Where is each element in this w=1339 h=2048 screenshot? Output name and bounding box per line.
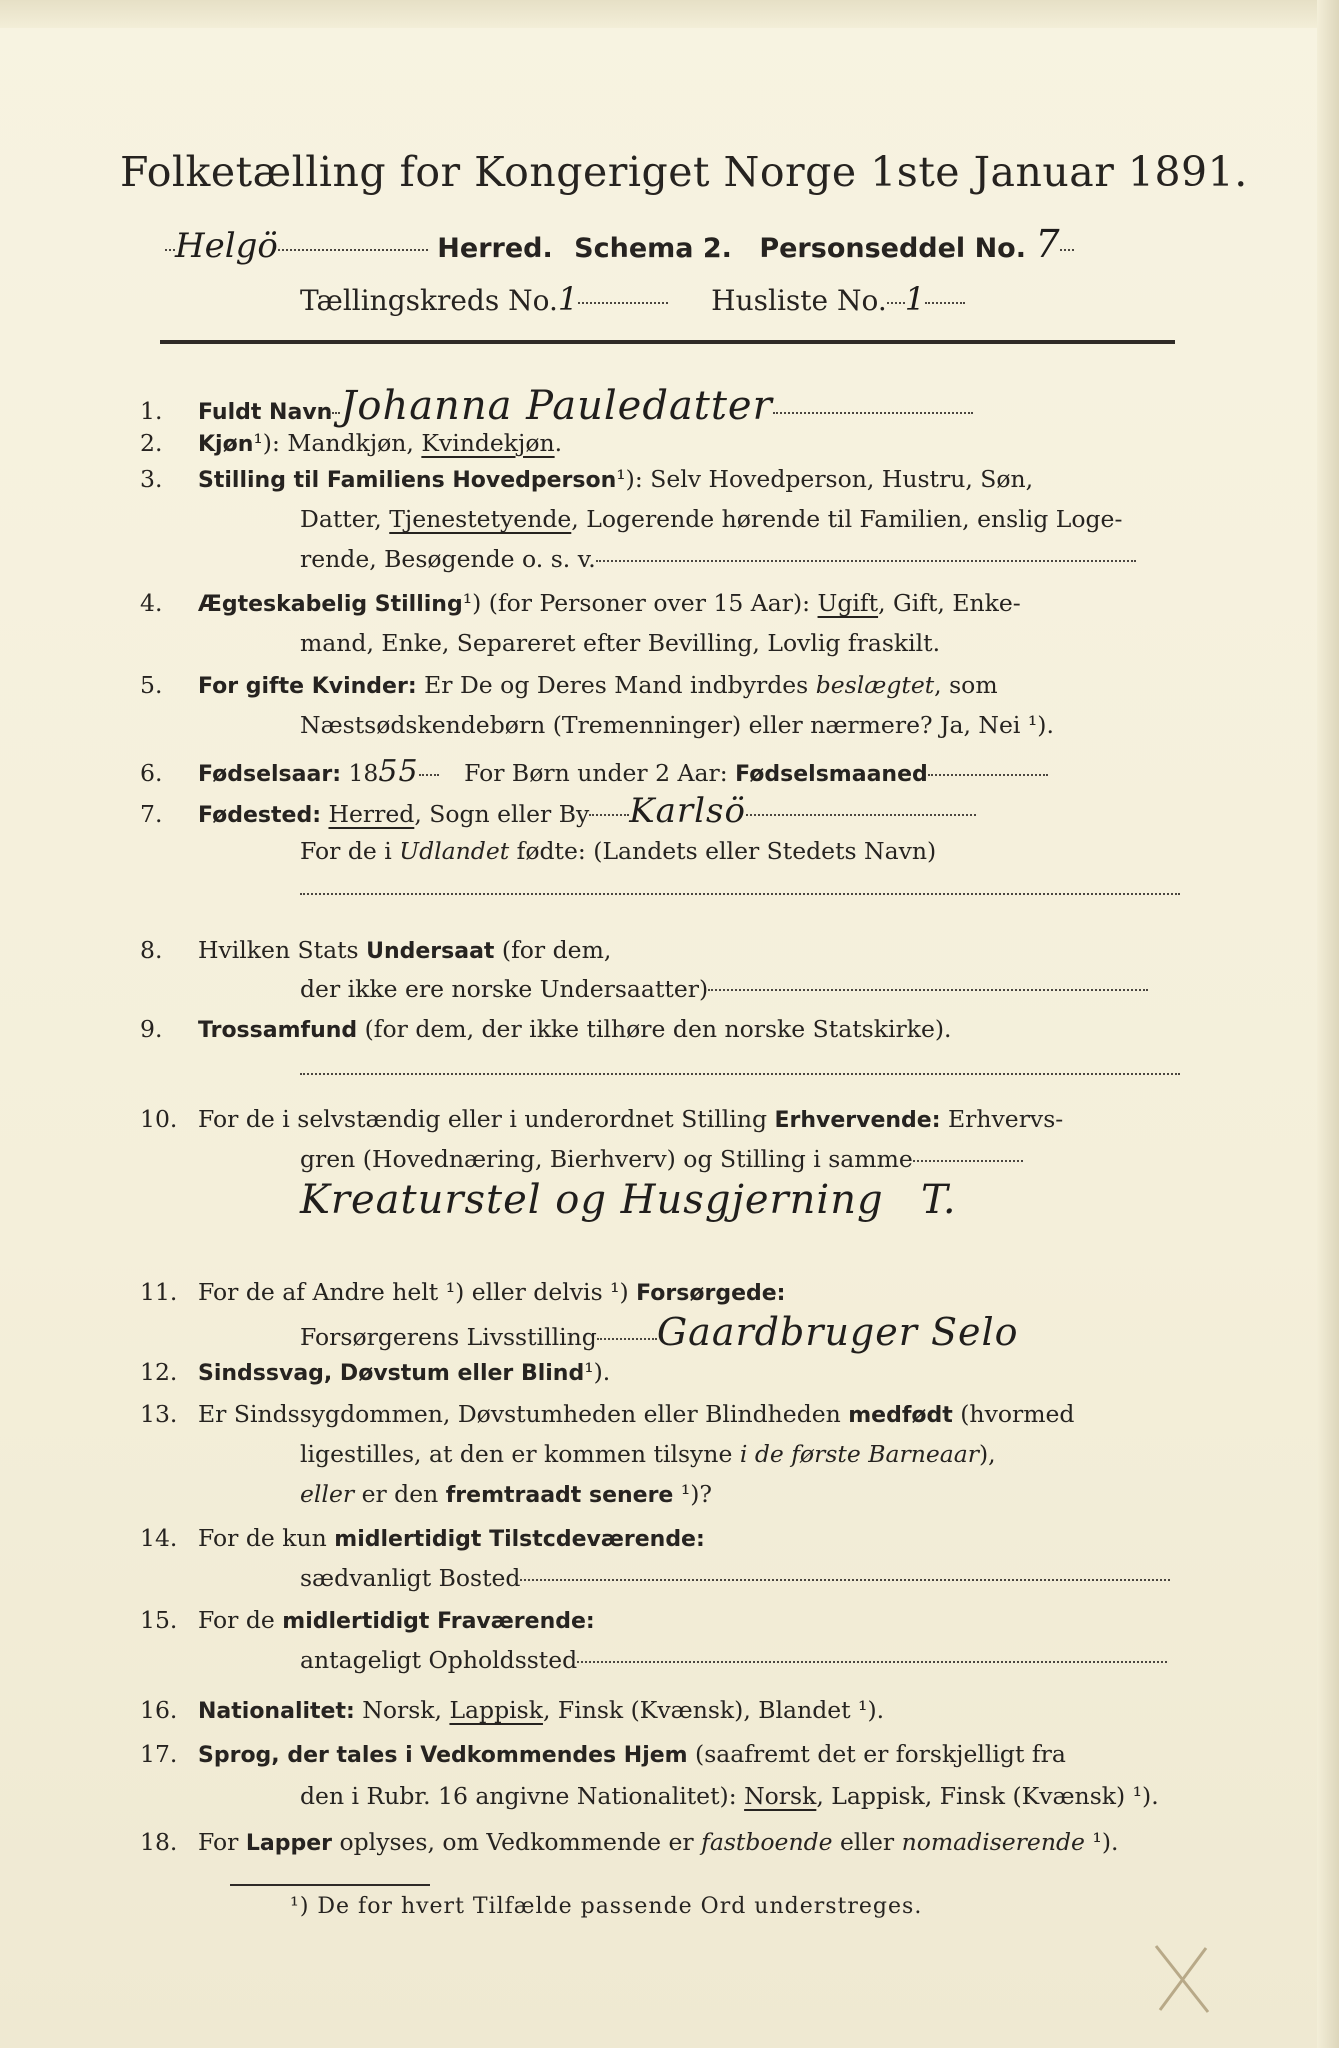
field-italic: eller: [300, 1480, 355, 1509]
field-text: Er De og Deres Mand indbyrdes: [424, 671, 816, 700]
field-text: er den: [354, 1480, 446, 1509]
underlined-option: Ugift: [817, 589, 879, 618]
field-number: 2.: [140, 428, 163, 457]
field-text: , som: [934, 671, 998, 700]
field-text: oplyses, om Vedkommende er: [332, 1828, 702, 1856]
birth-year-value: 55: [378, 754, 419, 790]
field-text: For de i: [300, 836, 400, 865]
field-text: (for dem,: [494, 936, 612, 965]
field-number: 6.: [140, 759, 163, 788]
field-number: 13.: [140, 1400, 178, 1429]
field-text: , Finsk (Kvænsk), Blandet ¹).: [542, 1696, 885, 1724]
field-number: 4.: [140, 589, 163, 618]
field-text: For de af Andre helt ¹) eller delvis ¹): [198, 1277, 637, 1306]
personseddel-label: Personseddel No.: [759, 233, 1026, 264]
field-label: Sprog, der tales i Vedkommendes Hjem: [198, 1743, 688, 1768]
field-italic: nomadiserende: [901, 1828, 1085, 1856]
field-text: ¹): Selv Hovedperson, Hustru, Søn,: [616, 465, 1034, 494]
field-text: ¹) (for Personer over 15 Aar):: [462, 589, 818, 618]
field-label: Fødselsaar:: [198, 762, 341, 788]
field-label: Erhvervende:: [774, 1108, 941, 1134]
footnote: ¹) De for hvert Tilfælde passende Ord understreges.: [290, 1894, 923, 1919]
field-number: 10.: [140, 1105, 178, 1134]
field-label: Fuldt Navn: [198, 400, 333, 425]
field-text: Er Sindssygdommen, Døvstumheden eller Blindheden: [198, 1400, 849, 1429]
underlined-option: Tjenestetyende: [389, 505, 572, 534]
schema-label: Schema 2.: [574, 233, 732, 264]
field-number: 15.: [140, 1605, 178, 1634]
field-text: For Børn under 2 Aar:: [464, 759, 728, 788]
field-italic: i de første Barneaar: [739, 1440, 980, 1469]
field-text: , Sogn eller By: [414, 799, 590, 828]
full-name-value: Johanna Pauledatter: [340, 383, 773, 429]
field-label: Fødselsmaaned: [735, 762, 928, 788]
field-label: Fødested:: [198, 802, 321, 828]
field-label: Ægteskabelig Stilling: [198, 592, 463, 618]
field-number: 5.: [140, 671, 163, 700]
field-text: ligestilles, at den er kommen tilsyne: [300, 1440, 740, 1469]
field-text: (saafremt det er forskjelligt fra: [687, 1740, 1066, 1768]
field-text: eller: [832, 1828, 902, 1856]
field-number: 14.: [140, 1523, 178, 1552]
field-text: ¹).: [584, 1358, 611, 1387]
field-text: Norsk,: [354, 1696, 450, 1724]
field-number: 12.: [140, 1358, 178, 1387]
field-label: Trossamfund: [198, 1017, 358, 1043]
field-label: midlertidigt Fraværende:: [282, 1608, 595, 1634]
husliste-label: Husliste No.: [711, 284, 887, 317]
field-number: 16.: [140, 1696, 178, 1724]
field-text: den i Rubr. 16 angivne Nationalitet):: [300, 1782, 745, 1810]
field-text: rende, Besøgende o. s. v.: [300, 545, 596, 574]
field-text: mand, Enke, Separeret efter Bevilling, Lovlig fraskilt.: [300, 629, 941, 658]
birthplace-value: Karlsö: [629, 790, 746, 831]
field-label: Undersaat: [366, 939, 495, 965]
field-number: 11.: [140, 1277, 178, 1306]
field-text: ¹).: [1084, 1828, 1119, 1856]
field-label: For gifte Kvinder:: [198, 674, 417, 700]
taellingskreds-label: Tællingskreds No.: [300, 284, 558, 317]
field-label: Stilling til Familiens Hovedperson: [198, 468, 617, 494]
occupation-mark: T.: [921, 1176, 957, 1223]
herred-label: Herred.: [437, 233, 553, 264]
provider-occupation-value: Gaardbruger Selo: [656, 1310, 1019, 1355]
field-text: (hvormed: [952, 1400, 1075, 1429]
field-label: midlertidigt Tilstcdeværende:: [334, 1526, 705, 1552]
field-label: Lapper: [245, 1831, 333, 1856]
field-number: 18.: [140, 1828, 178, 1856]
field-label: Sindssvag, Døvstum eller Blind: [198, 1361, 585, 1387]
field-text: ),: [979, 1440, 996, 1469]
field-text: Hvilken Stats: [198, 936, 367, 965]
field-number: 7.: [140, 799, 163, 828]
field-text: Forsørgerens Livsstilling: [300, 1323, 597, 1352]
field-text: Næstsødskendebørn (Tremenninger) eller nærmere? Ja, Nei ¹).: [300, 711, 1054, 740]
field-text: For de i selvstændig eller i underordnet Stilling: [198, 1105, 775, 1134]
field-text: der ikke ere norske Undersaatter): [300, 974, 709, 1003]
underlined-option: Norsk: [744, 1782, 817, 1810]
field-text: .: [554, 428, 563, 457]
field-text: ¹)?: [673, 1480, 713, 1509]
field-label: Nationalitet:: [198, 1699, 355, 1724]
field-text: Erhvervs-: [940, 1105, 1064, 1134]
field-label: medfødt: [848, 1403, 953, 1429]
occupation-value: Kreaturstel og Husgjerning: [300, 1176, 884, 1223]
taellingskreds-value: 1: [557, 280, 579, 318]
field-label: Forsørgede:: [636, 1280, 786, 1306]
field-number: 3.: [140, 465, 163, 494]
field-text: , Lappisk, Finsk (Kvænsk) ¹).: [816, 1782, 1159, 1810]
year-prefix: 18: [348, 759, 379, 788]
field-italic: beslægtet: [815, 671, 935, 700]
field-text: (for dem, der ikke tilhøre den norske Statskirke).: [357, 1014, 952, 1043]
field-label: fremtraadt senere: [445, 1483, 674, 1509]
field-text: fødte: (Landets eller Stedets Navn): [509, 836, 937, 865]
underlined-option: Lappisk: [449, 1696, 543, 1724]
field-number: 1.: [140, 397, 163, 425]
field-text: antageligt Opholdssted: [300, 1646, 578, 1674]
field-text: , Logerende hørende til Familien, enslig Loge-: [571, 505, 1123, 534]
field-text: gren (Hovednæring, Bierhverv) og Stilling i samme: [300, 1145, 913, 1174]
underlined-option: Herred: [328, 799, 415, 828]
husliste-value: 1: [904, 280, 926, 318]
field-italic: Udlandet: [399, 836, 510, 865]
field-number: 9.: [140, 1014, 163, 1043]
personseddel-value: 7: [1035, 222, 1060, 266]
field-number: 17.: [140, 1740, 178, 1768]
field-text: For de: [198, 1605, 283, 1634]
field-text: sædvanligt Bosted: [300, 1564, 521, 1593]
field-text: , Gift, Enke-: [878, 589, 1021, 618]
herred-handwritten: Helgö: [175, 226, 278, 266]
field-italic: fastboende: [701, 1828, 833, 1856]
field-text: Datter,: [300, 505, 390, 534]
field-text: ¹): Mandkjøn,: [253, 428, 422, 457]
field-number: 8.: [140, 936, 163, 965]
form-title: Folketælling for Kongeriget Norge 1ste Januar 1891.: [120, 148, 1248, 196]
field-label: Kjøn: [198, 431, 254, 457]
underlined-option: Kvindekjøn: [421, 428, 555, 457]
field-text: For de kun: [198, 1523, 335, 1552]
field-text: For: [198, 1828, 246, 1856]
